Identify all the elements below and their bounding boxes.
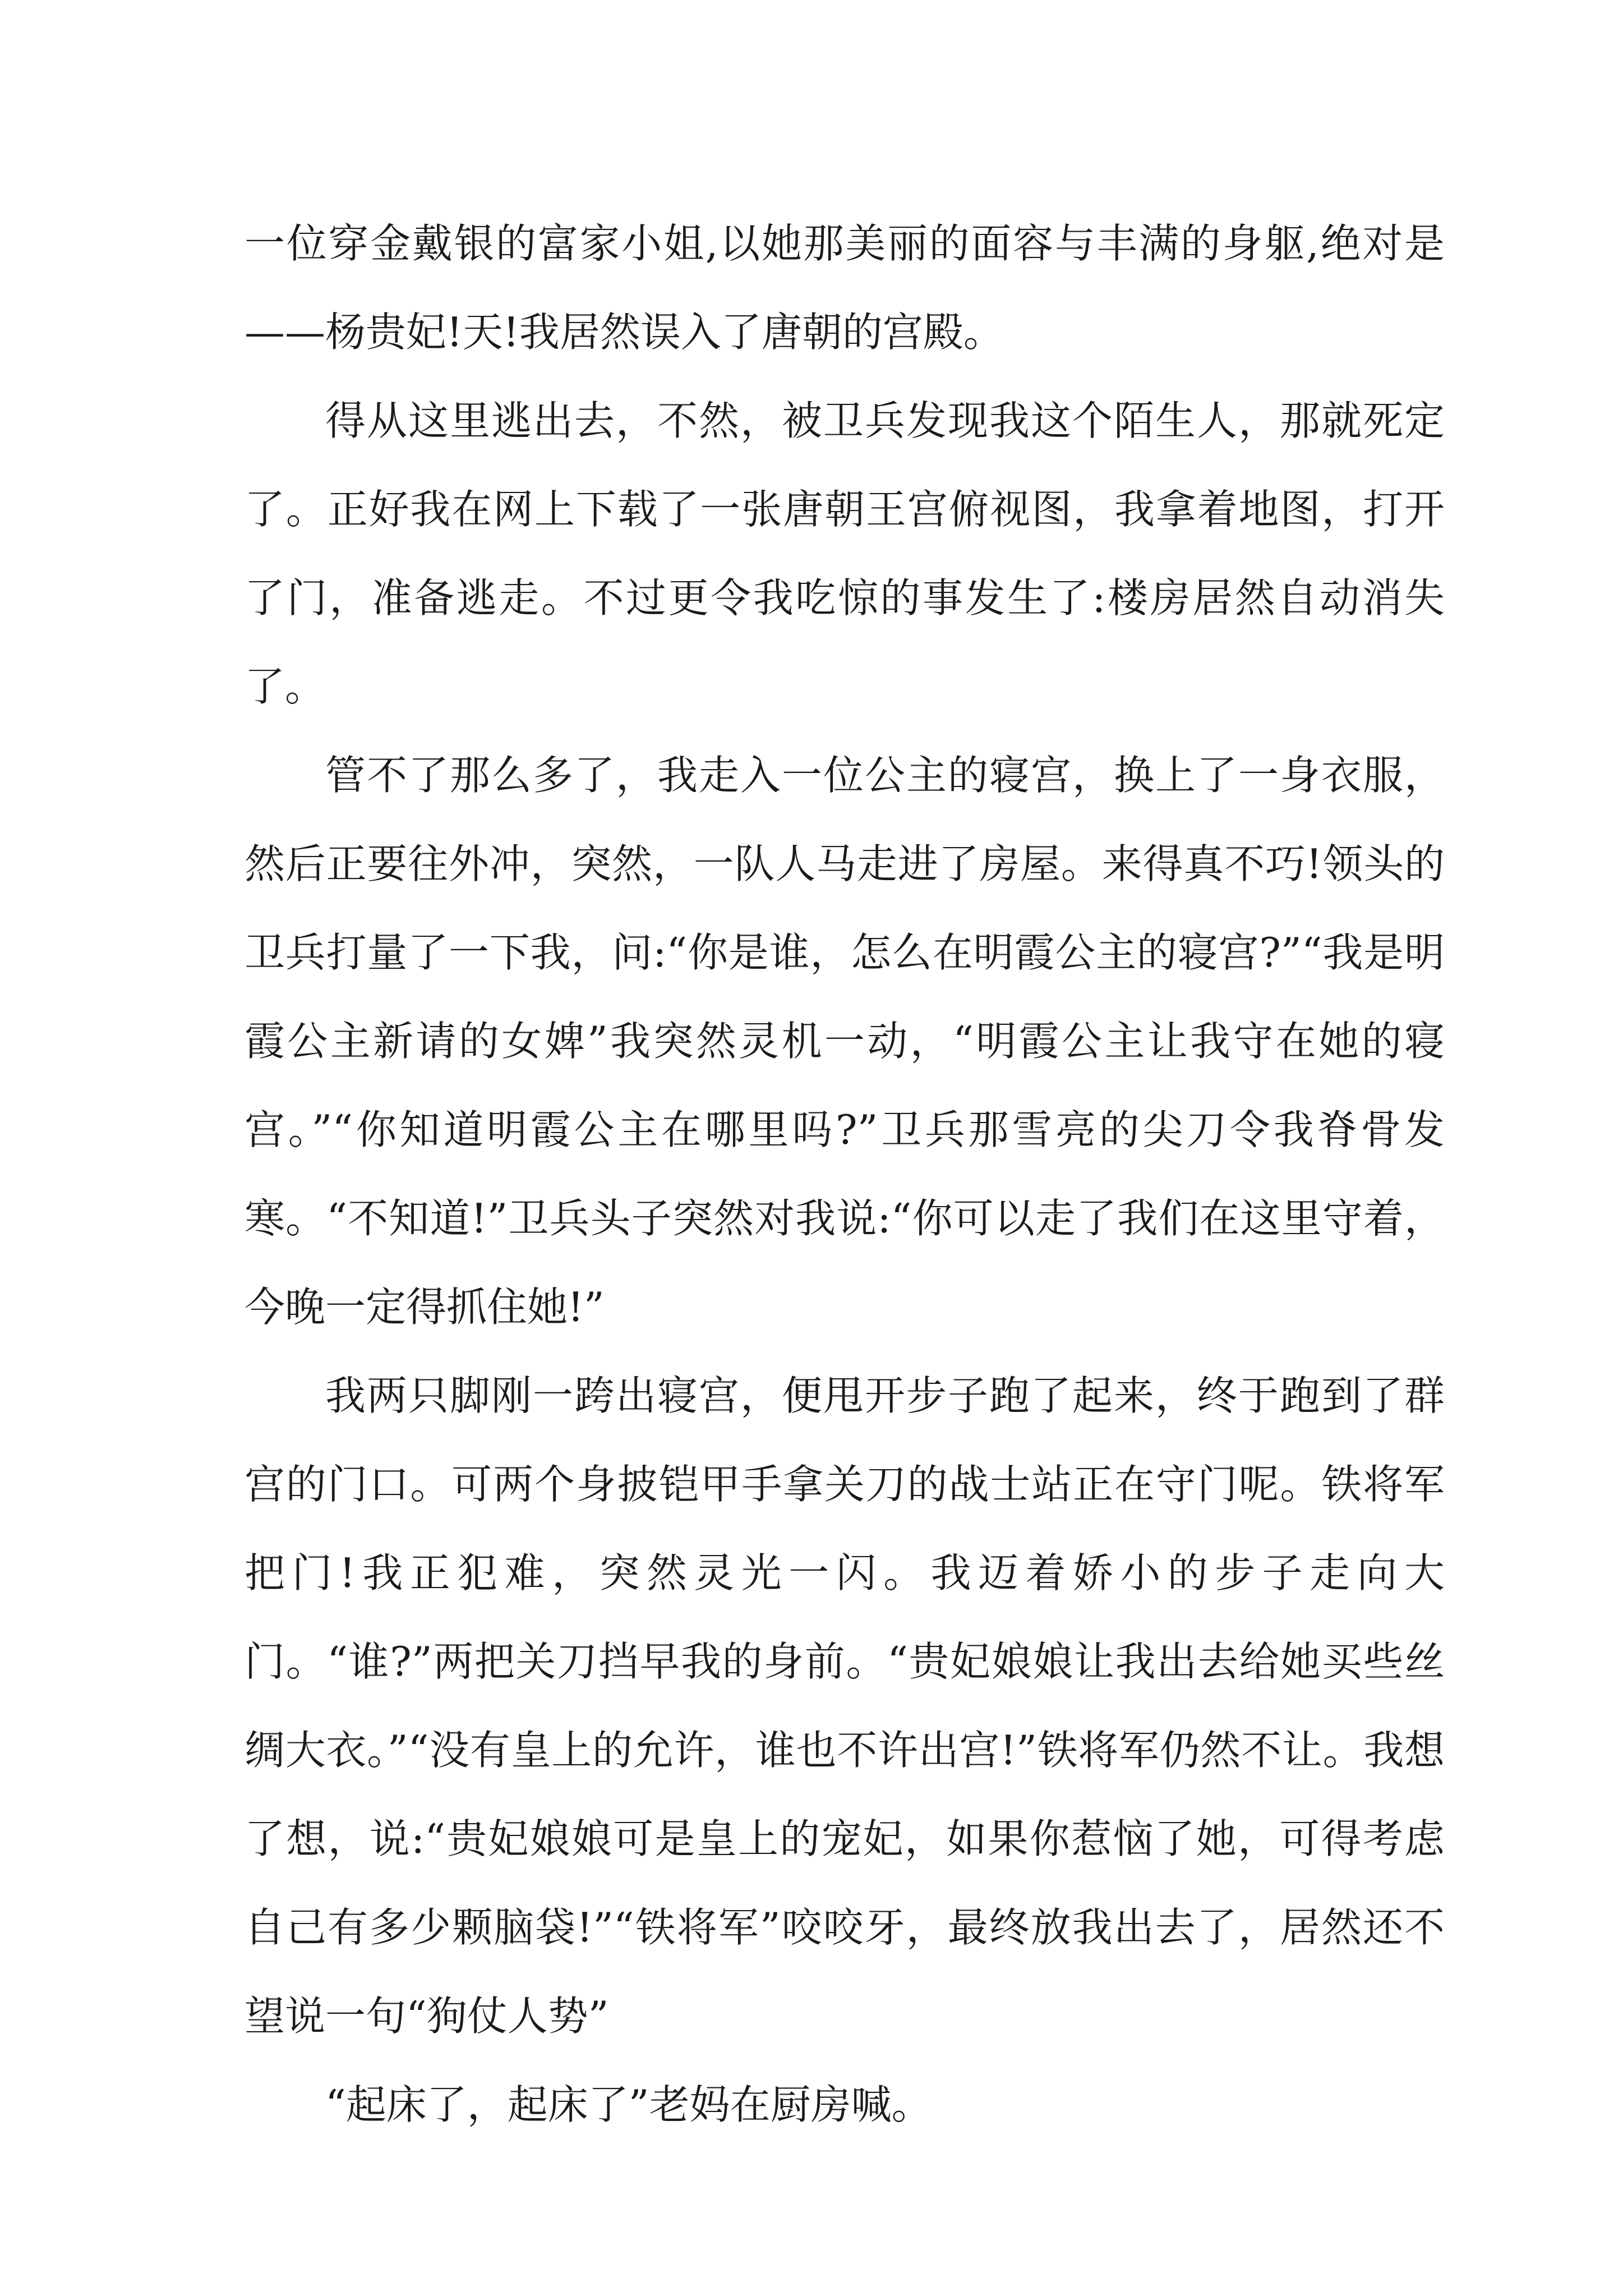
paragraph-2: 得从这里逃出去，不然，被卫兵发现我这个陌生人，那就死定了。正好我在网上下载了一张唐朝王宫俯视图，我拿着地图，打开了门，准备逃走。不过更令我吃惊的事发生了:楼房居然自动消失了。 (245, 397, 1445, 710)
paragraph-3: 管不了那么多了，我走入一位公主的寝宫，换上了一身衣服，然后正要往外冲，突然，一队人马走进了房屋。来得真不巧!领头的卫兵打量了一下我，问:“你是谁，怎么在明霞公主的寝宫?”“我是明霞公主新请的女婢”我突然灵机一动，“明霞公主让我守在她的寝宫。”“你知道明霞公主在哪里吗?”卫兵那雪亮的尖刀令我脊骨发寒。“不知道!”卫兵头子突然对我说:“你可以走了我们在这里守着，今晚一定得抓住她!” (245, 752, 1445, 1331)
paragraph-4: 我两只脚刚一跨出寝宫，便甩开步子跑了起来，终于跑到了群宫的门口。可两个身披铠甲手拿关刀的战士站正在守门呢。铁将军把门!我正犯难，突然灵光一闪。我迈着娇小的步子走向大门。“谁?”两把关刀挡早我的身前。“贵妃娘娘让我出去给她买些丝绸大衣。”“没有皇上的允许，谁也不许出宫!”铁将军仍然不让。我想了想，说:“贵妃娘娘可是皇上的宠妃，如果你惹恼了她，可得考虑自己有多少颗脑袋!”“铁将军”咬咬牙，最终放我出去了，居然还不望说一句“狗仗人势” (245, 1372, 1445, 2040)
paragraph-1: 一位穿金戴银的富家小姐,以她那美丽的面容与丰满的身躯,绝对是——杨贵妃!天!我居然误入了唐朝的宫殿。 (245, 220, 1445, 356)
body-text (245, 199, 1445, 2149)
paragraph-5: “起床了，起床了”老妈在厨房喊。 (325, 2081, 932, 2128)
